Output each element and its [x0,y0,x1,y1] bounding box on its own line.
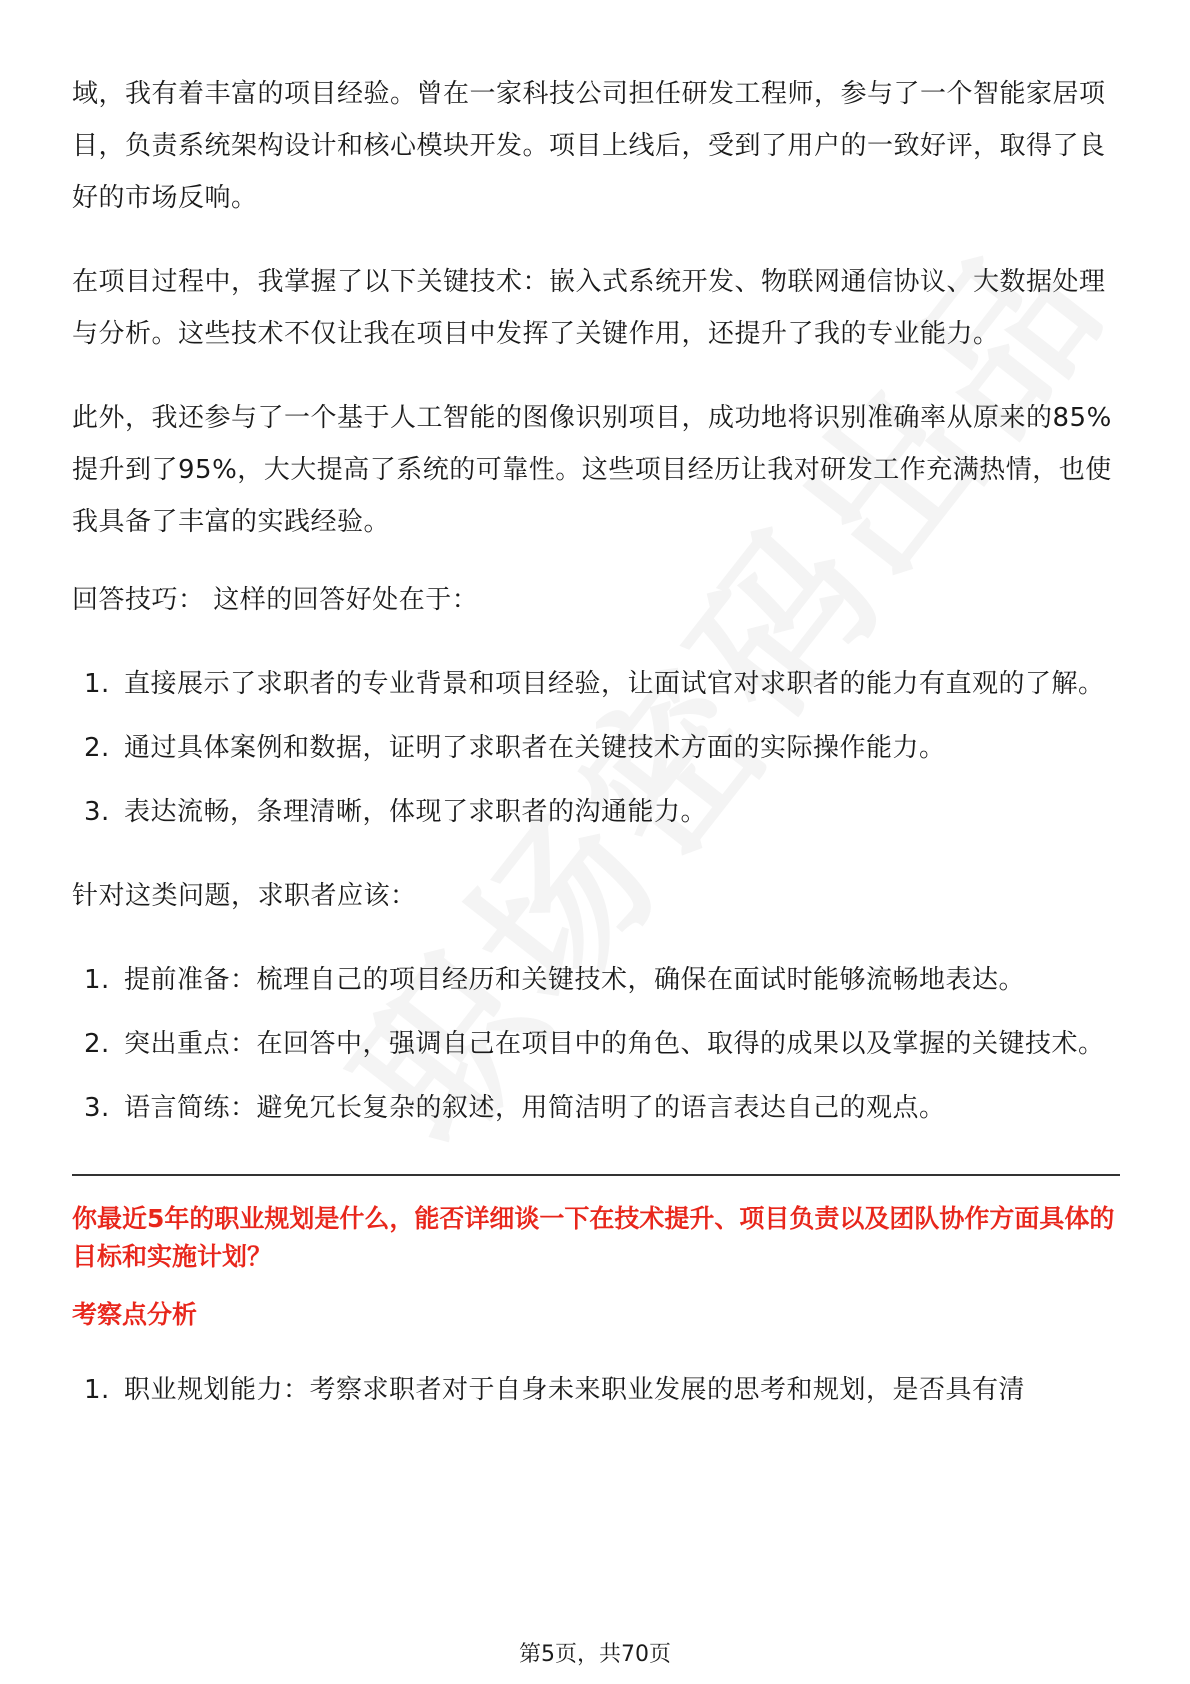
answer-paragraph-2: 在项目过程中，我掌握了以下关键技术：嵌入式系统开发、物联网通信协议、大数据处理与分析。这些技术不仅让我在项目中发挥了关键作用，还提升了我的专业能力。 [72,267,1106,349]
page-content [72,68,1120,1448]
page-footer: 第5页，共70页 [519,1642,671,1667]
list-number: 3. [84,1093,110,1123]
tips-intro: 回答技巧： 这样的回答好处在于： [72,585,479,615]
list-number: 1. [84,1375,110,1405]
list-item [72,786,1120,838]
list-text: 表达流畅，条理清晰，体现了求职者的沟通能力。 [124,797,708,827]
list-number: 1. [84,965,110,995]
advice-list [72,954,1120,1134]
list-number: 1. [84,669,110,699]
analysis-list [72,1364,1120,1416]
list-item [72,1018,1120,1070]
list-item [72,658,1120,710]
list-text: 直接展示了求职者的专业背景和项目经验，让面试官对求职者的能力有直观的了解。 [124,669,1105,699]
advice-intro: 针对这类问题，求职者应该： [72,881,417,911]
list-number: 3. [84,797,110,827]
list-item [72,1364,1120,1416]
list-item [72,954,1120,1006]
answer-paragraph-1: 域，我有着丰富的项目经验。曾在一家科技公司担任研发工程师，参与了一个智能家居项目，负责系统架构设计和核心模块开发。项目上线后，受到了用户的一致好评，取得了良好的市场反响。 [72,79,1106,213]
question-heading: 你最近5年的职业规划是什么，能否详细谈一下在技术提升、项目负责以及团队协作方面具体的目标和实施计划？ [72,1204,1115,1271]
list-text: 突出重点：在回答中，强调自己在项目中的角色、取得的成果以及掌握的关键技术。 [124,1029,1105,1059]
answer-paragraph-3: 此外，我还参与了一个基于人工智能的图像识别项目，成功地将识别准确率从原来的85%提升到了95%，大大提高了系统的可靠性。这些项目经历让我对研发工作充满热情，也使我具备了丰富的实践经验。 [72,403,1112,537]
list-text: 通过具体案例和数据，证明了求职者在关键技术方面的实际操作能力。 [124,733,946,763]
list-number: 2. [84,733,110,763]
tips-list [72,658,1120,838]
section-divider [72,1174,1120,1176]
analysis-heading: 考察点分析 [72,1300,198,1329]
list-item [72,722,1120,774]
list-text: 语言简练：避免冗长复杂的叙述，用简洁明了的语言表达自己的观点。 [124,1093,946,1123]
list-item [72,1082,1120,1134]
list-text: 提前准备：梳理自己的项目经历和关键技术，确保在面试时能够流畅地表达。 [124,965,1026,995]
list-number: 2. [84,1029,110,1059]
list-text: 职业规划能力：考察求职者对于自身未来职业发展的思考和规划，是否具有清 [124,1375,1026,1405]
